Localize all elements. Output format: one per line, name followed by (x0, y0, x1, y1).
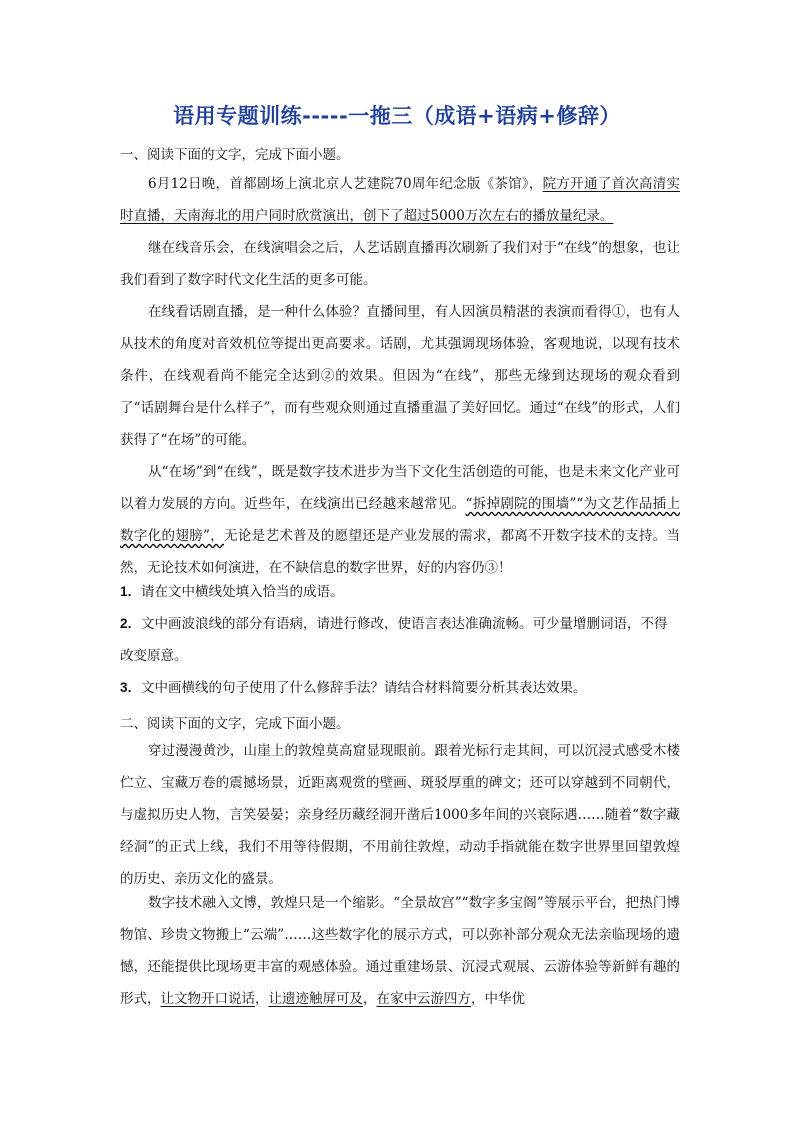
section-2-paragraph-1: 穿过漫漫黄沙，山崖上的敦煌莫高窟显现眼前。跟着光标行走其间，可以沉浸式感受木楼伫立、宝藏万卷的震撼场景，近距离观赏的壁画、斑驳厚重的碑文；还可以穿越到不同朝代，与虚拟历史人物，言笑晏晏；亲身经历藏经洞开凿后1000多年间的兴衰际遇……随着“数字藏经洞”的正式上线，我们不用等待假期，不用前往敦煌，动动手指就能在数字世界里回望敦煌的历史、亲历文化的盛景。 (120, 743, 680, 887)
question-text: 请在文中横线处填入恰当的成语。 (141, 584, 344, 600)
page-title: 语用专题训练-----一拖三（成语+语病+修辞） (173, 104, 621, 128)
section-1-paragraph-4 (120, 456, 680, 584)
paragraph-text: 数字技术融入文博，敦煌只是一个缩影。“全景故宫”“数字多宝阁”等展示平台，把热门博物馆、珍贵文物搬上“云端”……这些数字化的展示方式，可以弥补部分观众无法亲临现场的遗憾，还能提供比现场更丰富的观感体验。通过重建场景、沉浸式观展、云游体验等新鲜有趣的形式， (120, 895, 680, 1007)
paragraph-text: 从“在场”到“在线”，既是数字技术进步为当下文化生活创造的可能，也是未来文化产业可以着力发展的方向。近些年，在线演出已经越来越常见。 (120, 464, 680, 512)
underlined-phrase-3: 在家中云游四方 (376, 991, 471, 1007)
wavy-underlined-part: “拆掉剧院的围墙”“为文艺作品插上数字化的翅膀”， (120, 496, 680, 544)
question-2 (120, 608, 680, 672)
paragraph-text: 6月12日晚，首都剧场上演北京人艺建院70周年纪念版《茶馆》， (148, 176, 543, 192)
separator: ， (255, 991, 269, 1007)
section-1-heading: 一、阅读下面的文字，完成下面小题。 (120, 147, 350, 163)
section-1-paragraph-1 (120, 168, 680, 232)
section-2-paragraph-2 (120, 887, 680, 1015)
section-1-paragraph-2: 继在线音乐会，在线演唱会之后，人艺话剧直播再次刷新了我们对于“在线”的想象，也让我们看到了数字时代文化生活的更多可能。 (120, 240, 680, 288)
question-number: 2． (120, 616, 142, 631)
separator: ， (363, 991, 377, 1007)
paragraph-text: 无论是艺术普及的愿望还是产业发展的需求，都离不开数字技术的支持。当然，无论技术如何演进，在不缺信息的数字世界，好的内容仍③！ (120, 528, 681, 576)
question-number: 3． (120, 680, 142, 695)
question-text: 文中画波浪线的部分有语病，请进行修改，使语言表达准确流畅。可少量增删词语，不得改变原意。 (120, 616, 668, 664)
question-number: 1． (120, 584, 142, 599)
question-1 (120, 576, 680, 608)
underlined-sentence: 院方开通了首次高清实时直播，天南海北的用户同时欣赏演出，创下了超过5000万次左右的播放量纪录。 (120, 176, 680, 224)
underlined-phrase-2: 让遗迹触屏可及 (268, 991, 363, 1007)
underlined-phrase-1: 让文物开口说话 (160, 991, 255, 1007)
section-1-paragraph-3: 在线看话剧直播，是一种什么体验？直播间里，有人因演员精湛的表演而看得①，也有人从技术的角度对音效机位等提出更高要求。话剧，尤其强调现场体验，客观地说，以现有技术条件，在线观看尚不能完全达到②的效果。但因为“在线”，那些无缘到达现场的观众看到了“话剧舞台是什么样子”，而有些观众则通过直播重温了美好回忆。通过“在线”的形式，人们获得了“在场”的可能。 (120, 304, 680, 448)
question-text: 文中画横线的句子使用了什么修辞手法？请结合材料简要分析其表达效果。 (141, 680, 587, 696)
question-3 (120, 672, 680, 704)
paragraph-text: ，中华优 (471, 991, 525, 1007)
section-2-heading: 二、阅读下面的文字，完成下面小题。 (120, 716, 350, 732)
